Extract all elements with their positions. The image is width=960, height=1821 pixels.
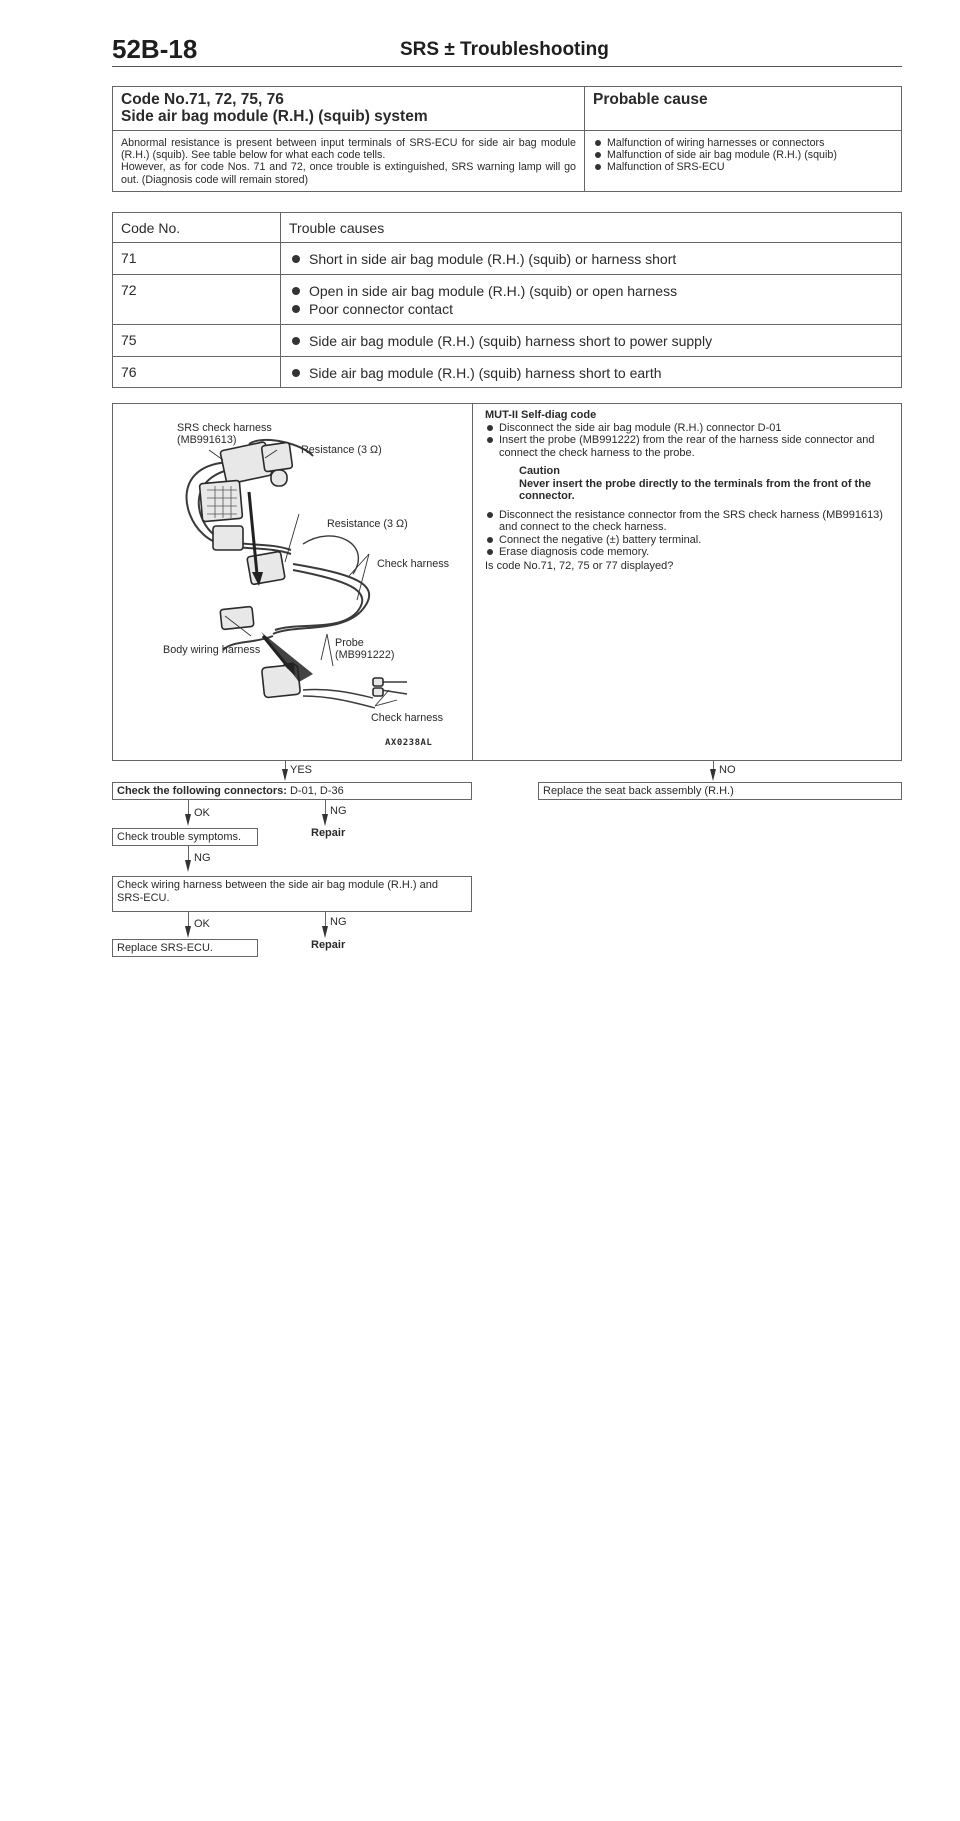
row-cause-list [289, 332, 893, 350]
label-srs-check-harness-name: SRS check harness [177, 422, 272, 434]
row-causes [281, 243, 901, 274]
diagnosis-question: Is code No.71, 72, 75 or 77 displayed? [485, 559, 674, 572]
code-description [113, 131, 584, 192]
row-cause-item: Side air bag module (R.H.) (squib) harness short to power supply [289, 332, 893, 350]
diagnosis-step: Erase diagnosis code memory. [485, 546, 893, 559]
header-trouble-causes: Trouble causes [289, 220, 385, 236]
row-causes [281, 275, 901, 324]
flow-arrow-ok-2 [185, 926, 191, 938]
label-check-harness-lower: Check harness [371, 712, 444, 724]
row-cause-item: Poor connector contact [289, 300, 893, 318]
diagnosis-step: Disconnect the resistance connector from the SRS check harness (MB991613) and connect to the check harness. [485, 509, 893, 534]
label-probe-name: Probe [335, 637, 364, 649]
probable-cause-title: Probable cause [585, 87, 901, 131]
harness-drawing [113, 404, 473, 760]
row-cause-list [289, 282, 893, 318]
code-title-line2: Side air bag module (R.H.) (squib) system [121, 108, 428, 125]
diagnosis-step: Disconnect the side air bag module (R.H.) connector D-01 [485, 422, 893, 435]
row-code: 71 [113, 243, 281, 274]
row-code: 76 [113, 357, 281, 387]
label-probe-part: (MB991222) [335, 649, 395, 661]
flow-repair-2: Repair [311, 939, 346, 951]
probable-cause-column [585, 87, 901, 191]
row-code: 75 [113, 325, 281, 356]
diagnosis-steps-a [485, 422, 893, 460]
caution-text: Never insert the probe directly to the terminals from the front of the connector. [519, 477, 872, 502]
probable-cause-list [593, 137, 893, 174]
flow-ok-2-label: OK [194, 918, 210, 930]
flow-box-replace-seat: Replace the seat back assembly (R.H.) [538, 782, 902, 800]
label-resistance-upper: Resistance (3 Ω) [301, 444, 382, 456]
header-rule [112, 66, 902, 67]
flow-arrow-no [710, 769, 716, 781]
label-body-wiring-harness: Body wiring harness [163, 644, 261, 656]
probable-cause-item: Malfunction of side air bag module (R.H.) (squib) [593, 149, 893, 161]
header-code-no: Code No. [113, 213, 281, 242]
diagnosis-instructions [485, 409, 893, 572]
section-title: SRS ± Troubleshooting [400, 39, 609, 60]
code-table [112, 86, 902, 192]
row-cause-item: Open in side air bag module (R.H.) (squib) or open harness [289, 282, 893, 300]
table-row [113, 243, 901, 275]
row-cause-list [289, 364, 893, 382]
harness-illustration [113, 404, 473, 760]
row-causes [281, 325, 901, 356]
figure-code: AX0238AL [385, 738, 433, 748]
probable-cause-item: Malfunction of SRS-ECU [593, 161, 893, 173]
flow-box-check-symptoms: Check trouble symptoms. [112, 828, 258, 846]
flow-ok-1-label: OK [194, 807, 210, 819]
code-description-line1: Abnormal resistance is present between input terminals of SRS-ECU for side air bag module (R.H.) (squib). See table below for what each code tells. [121, 137, 576, 162]
flow-arrow-ng-2 [185, 860, 191, 872]
table-header-row [113, 213, 901, 243]
probable-cause-list-wrap [585, 131, 901, 180]
diagnosis-box [112, 403, 902, 761]
flow-connectors-value: D-01, D-36 [289, 785, 344, 797]
flow-no-label: NO [719, 764, 736, 776]
diagnosis-steps-b [485, 509, 893, 559]
label-srs-check-harness-part: (MB991613) [177, 434, 237, 446]
label-probe [335, 637, 394, 661]
code-title-line1: Code No.71, 72, 75, 76 [121, 91, 284, 108]
diagnosis-step: Insert the probe (MB991222) from the rear of the harness side connector and connect the check harness to the probe. [485, 434, 893, 459]
flow-line-no [713, 761, 714, 769]
flow-arrow-ng-3 [322, 926, 328, 938]
row-causes [281, 357, 901, 387]
flow-ng-3-label: NG [330, 916, 347, 928]
flow-line-ng-3 [325, 912, 326, 926]
label-srs-check-harness [177, 422, 272, 446]
label-resistance-lower: Resistance (3 Ω) [327, 518, 408, 530]
flow-connectors-label: Check the following connectors: [117, 785, 287, 797]
flow-arrow-ng-1 [322, 814, 328, 826]
row-code: 72 [113, 275, 281, 324]
row-cause-item: Short in side air bag module (R.H.) (squib) or harness short [289, 250, 893, 268]
probable-cause-item: Malfunction of wiring harnesses or connectors [593, 137, 893, 149]
flow-arrow-yes [282, 769, 288, 781]
row-cause-list [289, 250, 893, 268]
flow-line-yes [285, 761, 286, 769]
caution-note [485, 465, 893, 503]
row-cause-item: Side air bag module (R.H.) (squib) harness short to earth [289, 364, 893, 382]
table-row [113, 325, 901, 357]
table-row [113, 357, 901, 387]
code-title [113, 87, 584, 131]
trouble-causes-table [112, 212, 902, 388]
label-check-harness-upper: Check harness [377, 558, 450, 570]
page-number: 52B-18 [112, 34, 198, 64]
flow-box-replace-ecu: Replace SRS-ECU. [112, 939, 258, 957]
flow-arrow-ok-1 [185, 814, 191, 826]
diagnosis-title: MUT-II Self-diag code [485, 409, 597, 421]
flow-line-ng-1 [325, 800, 326, 814]
flow-line-ok-2 [188, 912, 189, 926]
flow-line-ok-1 [188, 800, 189, 814]
flow-box-check-connectors [112, 782, 472, 800]
flow-yes-label: YES [290, 764, 313, 776]
flow-line-ng-2 [188, 846, 189, 860]
flow-ng-2-label: NG [194, 852, 211, 864]
diagnosis-step: Connect the negative (±) battery terminal. [485, 534, 893, 547]
code-description-line2: However, as for code Nos. 71 and 72, once trouble is extinguished, SRS warning lamp will go out. (Diagnosis code will remain stored) [121, 161, 576, 186]
table-row [113, 275, 901, 325]
flow-repair-1: Repair [311, 827, 346, 839]
flow-ng-1-label: NG [330, 805, 347, 817]
code-description-column [113, 87, 585, 191]
caution-title: Caution [519, 465, 560, 477]
flow-box-check-wiring: Check wiring harness between the side air bag module (R.H.) and SRS-ECU. [112, 876, 472, 912]
